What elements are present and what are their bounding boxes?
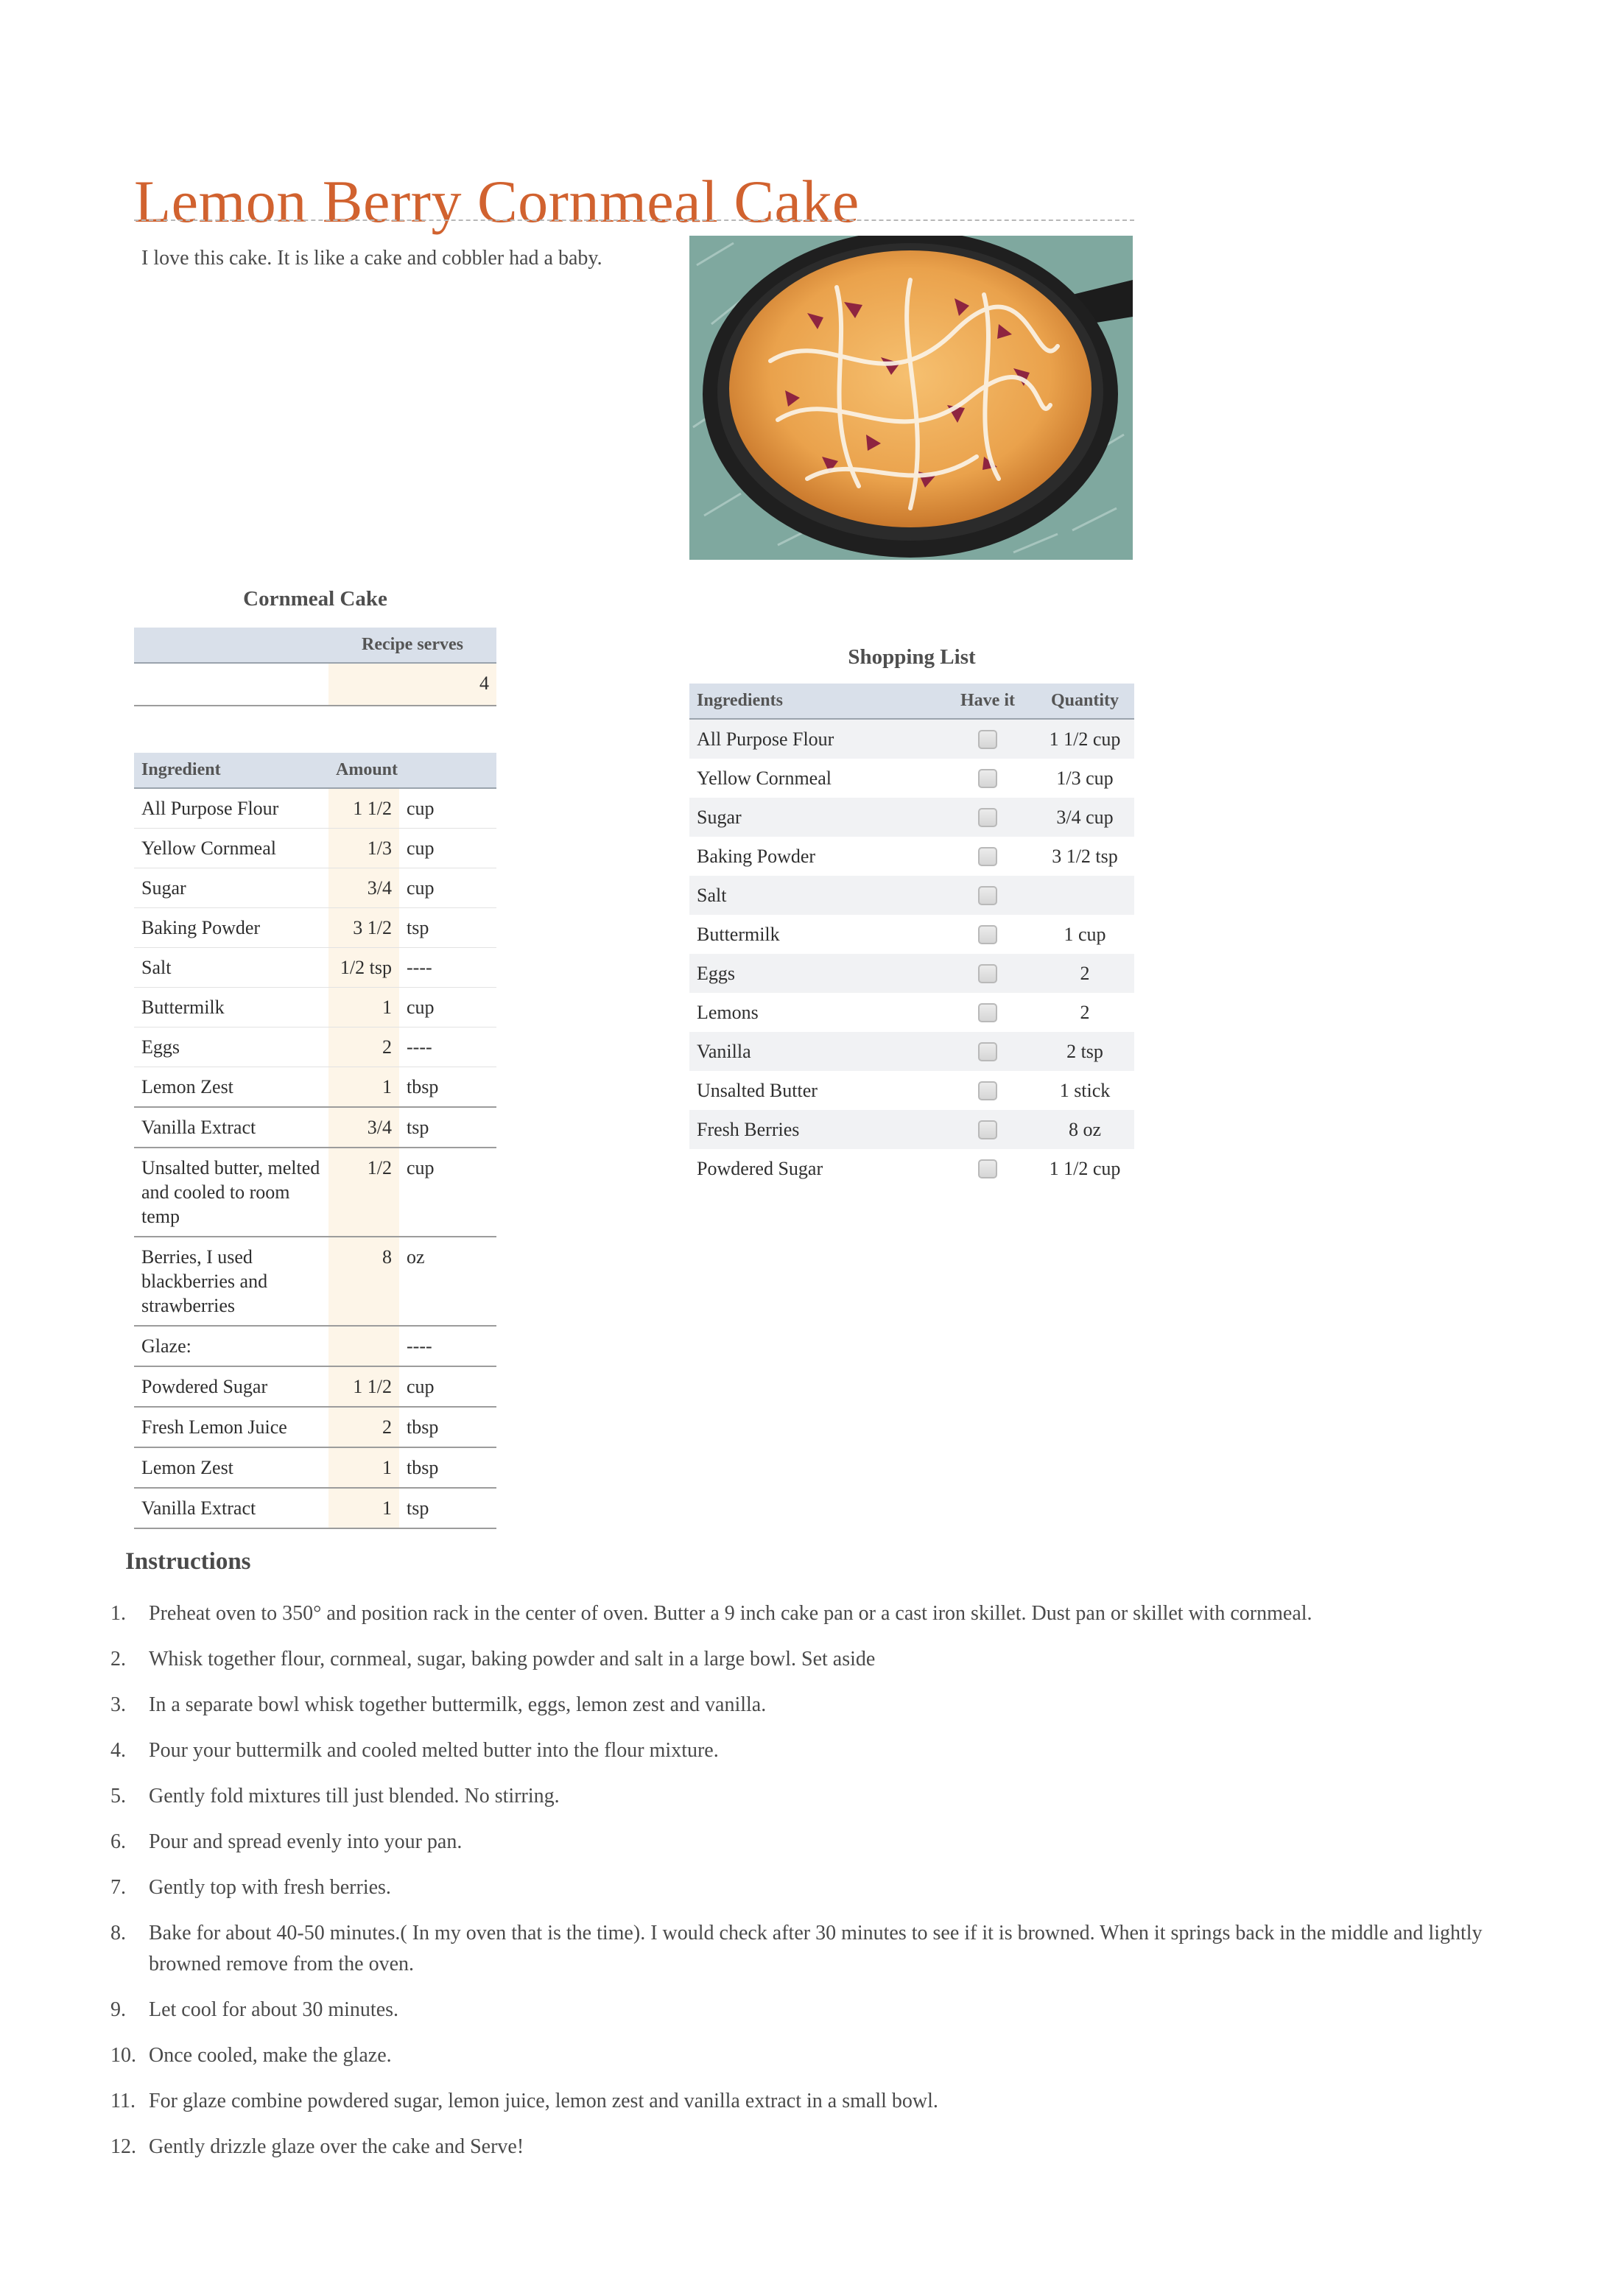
shopping-item-qty: 1 1/2 cup <box>1049 728 1121 750</box>
ingredient-row <box>134 789 496 829</box>
ingredient-name: Vanilla Extract <box>141 1497 256 1519</box>
ingredient-amount[interactable]: 1/2 <box>328 1148 399 1236</box>
ingredient-row <box>134 1027 496 1067</box>
ingredient-row <box>134 1327 496 1367</box>
instruction-step <box>110 2132 1510 2163</box>
have-it-checkbox[interactable] <box>978 847 997 866</box>
shopping-item-name: Powdered Sugar <box>697 1157 823 1179</box>
shopping-item-qty: 3/4 cup <box>1056 806 1114 828</box>
ingredient-name: Baking Powder <box>141 917 261 938</box>
ingredient-name: Vanilla Extract <box>141 1117 256 1138</box>
ingredient-row <box>134 1367 496 1408</box>
have-it-cell <box>940 1120 1036 1139</box>
recipe-heading: Cornmeal Cake <box>243 587 387 611</box>
instruction-step <box>110 1995 1510 2026</box>
title-divider <box>134 219 1134 221</box>
shopping-item-qty: 2 tsp <box>1066 1040 1103 1062</box>
col-amount: Amount <box>336 760 398 779</box>
shopping-item-qty: 2 <box>1080 1001 1090 1023</box>
shopping-item-qty: 1 1/2 cup <box>1049 1157 1121 1179</box>
shopping-row <box>689 759 1134 798</box>
ingredient-unit: cup <box>407 1157 435 1178</box>
ingredient-amount[interactable]: 2 <box>328 1408 399 1447</box>
step-number: 7. <box>110 1876 126 1899</box>
shopping-row <box>689 1110 1134 1149</box>
instructions-heading: Instructions <box>125 1548 251 1575</box>
ingredient-amount[interactable]: 1 <box>328 988 399 1027</box>
have-it-cell <box>940 1159 1036 1178</box>
ingredient-row <box>134 1448 496 1489</box>
ingredient-row <box>134 1408 496 1448</box>
page-title: Lemon Berry Cornmeal Cake <box>134 167 860 235</box>
have-it-checkbox[interactable] <box>978 925 997 944</box>
shopping-item-name: Yellow Cornmeal <box>697 767 832 789</box>
have-it-cell <box>940 808 1036 827</box>
step-text: Let cool for about 30 minutes. <box>149 1998 399 2021</box>
ingredient-amount[interactable]: 3 1/2 <box>328 908 399 947</box>
ingredient-row <box>134 1237 496 1327</box>
shopping-row <box>689 876 1134 915</box>
step-text: Whisk together flour, cornmeal, sugar, baking powder and salt in a large bowl. Set aside <box>149 1648 876 1671</box>
instruction-step <box>110 1735 1510 1766</box>
serves-value-row <box>134 664 496 706</box>
ingredient-name: All Purpose Flour <box>141 798 279 819</box>
step-text: Pour and spread evenly into your pan. <box>149 1830 463 1853</box>
ingredient-unit: cup <box>407 1376 435 1397</box>
step-number: 5. <box>110 1785 126 1808</box>
ingredient-unit: ---- <box>407 1036 432 1058</box>
ingredient-unit: cup <box>407 997 435 1018</box>
ingredient-row <box>134 829 496 868</box>
step-number: 8. <box>110 1922 126 1945</box>
ingredient-row <box>134 1067 496 1108</box>
col-ingredients: Ingredients <box>697 691 783 710</box>
ingredient-unit: cup <box>407 877 435 899</box>
shopping-row <box>689 993 1134 1032</box>
ingredient-unit: tbsp <box>407 1416 439 1438</box>
ingredient-name: Yellow Cornmeal <box>141 837 276 859</box>
shopping-row <box>689 1032 1134 1071</box>
ingredient-row <box>134 868 496 908</box>
shopping-item-name: Salt <box>697 884 727 906</box>
shopping-item-qty: 1 stick <box>1059 1079 1111 1101</box>
step-text: For glaze combine powdered sugar, lemon juice, lemon zest and vanilla extract in a small bowl. <box>149 2090 938 2112</box>
instruction-step <box>110 2040 1510 2071</box>
have-it-checkbox[interactable] <box>978 730 997 749</box>
instruction-step <box>110 1598 1510 1629</box>
ingredient-amount[interactable]: 1/2 tsp <box>328 948 399 987</box>
cake-photo <box>689 236 1133 560</box>
have-it-checkbox[interactable] <box>978 1159 997 1178</box>
shopping-item-name: Lemons <box>697 1001 759 1023</box>
have-it-checkbox[interactable] <box>978 1042 997 1061</box>
step-text: In a separate bowl whisk together buttermilk, eggs, lemon zest and vanilla. <box>149 1693 767 1716</box>
shopping-row <box>689 720 1134 759</box>
ingredient-unit: tsp <box>407 1117 429 1138</box>
shopping-item-qty: 2 <box>1080 962 1090 984</box>
ingredient-name: Unsalted butter, melted and cooled to room temp <box>141 1157 320 1227</box>
shopping-item-qty: 3 1/2 tsp <box>1052 845 1118 867</box>
ingredient-name: Lemon Zest <box>141 1457 233 1478</box>
step-number: 1. <box>110 1602 126 1625</box>
instruction-step <box>110 1918 1510 1980</box>
instruction-step <box>110 1781 1510 1812</box>
shopping-row <box>689 954 1134 993</box>
shopping-item-name: Buttermilk <box>697 923 780 945</box>
have-it-cell <box>940 886 1036 905</box>
shopping-row <box>689 798 1134 837</box>
shopping-item-qty: 8 oz <box>1068 1118 1102 1140</box>
shopping-heading: Shopping List <box>848 645 976 669</box>
instruction-step <box>110 1872 1510 1903</box>
have-it-cell <box>940 847 1036 866</box>
ingredient-table <box>134 753 496 1529</box>
serves-label: Recipe serves <box>362 635 463 654</box>
ingredient-amount[interactable]: 8 <box>328 1237 399 1325</box>
ingredient-amount[interactable] <box>328 1327 399 1366</box>
step-number: 10. <box>110 2044 136 2067</box>
shopping-row <box>689 837 1134 876</box>
shopping-row <box>689 915 1134 954</box>
shopping-row <box>689 1071 1134 1110</box>
have-it-checkbox[interactable] <box>978 1003 997 1022</box>
ingredient-amount[interactable]: 2 <box>328 1027 399 1067</box>
instruction-step <box>110 2086 1510 2117</box>
have-it-cell <box>940 964 1036 983</box>
ingredient-unit: tsp <box>407 917 429 938</box>
ingredient-row <box>134 1489 496 1529</box>
step-number: 12. <box>110 2135 136 2158</box>
have-it-cell <box>940 1042 1036 1061</box>
have-it-cell <box>940 1081 1036 1100</box>
col-ingredient: Ingredient <box>141 760 221 779</box>
have-it-cell <box>940 925 1036 944</box>
ingredient-header-row <box>134 753 496 789</box>
ingredient-name: Berries, I used blackberries and strawberries <box>141 1246 268 1316</box>
step-number: 9. <box>110 1998 126 2021</box>
ingredient-row <box>134 1148 496 1237</box>
have-it-checkbox[interactable] <box>978 886 997 905</box>
have-it-cell <box>940 769 1036 788</box>
ingredient-name: Fresh Lemon Juice <box>141 1416 287 1438</box>
ingredient-unit: oz <box>407 1246 425 1268</box>
step-number: 3. <box>110 1693 126 1716</box>
ingredient-amount[interactable]: 1 <box>328 1067 399 1106</box>
serves-value[interactable]: 4 <box>328 664 496 705</box>
instruction-step <box>110 1827 1510 1858</box>
have-it-checkbox[interactable] <box>978 1081 997 1100</box>
ingredient-amount[interactable]: 3/4 <box>328 1108 399 1147</box>
ingredient-unit: tbsp <box>407 1076 439 1097</box>
ingredient-row <box>134 908 496 948</box>
ingredient-unit: tsp <box>407 1497 429 1519</box>
ingredient-amount[interactable]: 1 <box>328 1448 399 1487</box>
ingredient-unit: ---- <box>407 1335 432 1357</box>
shopping-table <box>689 684 1134 1188</box>
col-quantity: Quantity <box>1050 691 1119 710</box>
ingredient-name: Salt <box>141 957 172 978</box>
shopping-item-name: Sugar <box>697 806 742 828</box>
have-it-checkbox[interactable] <box>978 1120 997 1139</box>
step-number: 4. <box>110 1739 126 1762</box>
ingredient-amount[interactable]: 1/3 <box>328 829 399 868</box>
shopping-item-name: Unsalted Butter <box>697 1079 818 1101</box>
instruction-step <box>110 1644 1510 1675</box>
ingredient-name: Glaze: <box>141 1335 191 1357</box>
instruction-step <box>110 1690 1510 1721</box>
shopping-item-qty: 1 cup <box>1064 923 1106 945</box>
have-it-cell <box>940 1003 1036 1022</box>
ingredient-amount[interactable]: 1 <box>328 1489 399 1528</box>
shopping-item-name: Fresh Berries <box>697 1118 800 1140</box>
step-number: 11. <box>110 2090 136 2112</box>
ingredient-amount[interactable]: 1 1/2 <box>328 789 399 828</box>
step-number: 6. <box>110 1830 126 1853</box>
ingredient-amount[interactable]: 1 1/2 <box>328 1367 399 1406</box>
serves-table <box>134 628 496 706</box>
intro-text: I love this cake. It is like a cake and cobbler had a baby. <box>141 247 602 270</box>
step-text: Preheat oven to 350° and position rack in the center of oven. Butter a 9 inch cake pan or a cast iron skillet. Dust pan or skillet with cornmeal. <box>149 1602 1312 1625</box>
shopping-header-row <box>689 684 1134 720</box>
ingredient-amount[interactable]: 3/4 <box>328 868 399 907</box>
shopping-item-name: Vanilla <box>697 1040 751 1062</box>
ingredient-row <box>134 948 496 988</box>
step-text: Gently drizzle glaze over the cake and Serve! <box>149 2135 524 2158</box>
step-text: Gently fold mixtures till just blended. No stirring. <box>149 1785 560 1808</box>
have-it-checkbox[interactable] <box>978 808 997 827</box>
step-text: Pour your buttermilk and cooled melted butter into the flour mixture. <box>149 1739 719 1762</box>
step-text: Once cooled, make the glaze. <box>149 2044 392 2067</box>
ingredient-name: Buttermilk <box>141 997 225 1018</box>
ingredient-name: Sugar <box>141 877 186 899</box>
instruction-list <box>110 1598 1510 2177</box>
shopping-item-qty: 1/3 cup <box>1056 767 1114 789</box>
step-number: 2. <box>110 1648 126 1671</box>
shopping-item-name: Eggs <box>697 962 735 984</box>
have-it-cell <box>940 730 1036 749</box>
ingredient-unit: cup <box>407 798 435 819</box>
ingredient-unit: ---- <box>407 957 432 978</box>
ingredient-unit: cup <box>407 837 435 859</box>
ingredient-name: Powdered Sugar <box>141 1376 268 1397</box>
ingredient-unit: tbsp <box>407 1457 439 1478</box>
have-it-checkbox[interactable] <box>978 964 997 983</box>
shopping-item-name: All Purpose Flour <box>697 728 834 750</box>
col-have-it: Have it <box>960 691 1015 710</box>
ingredient-row <box>134 1108 496 1148</box>
ingredient-name: Eggs <box>141 1036 180 1058</box>
ingredient-name: Lemon Zest <box>141 1076 233 1097</box>
step-text: Gently top with fresh berries. <box>149 1876 391 1899</box>
serves-header-row <box>134 628 496 664</box>
ingredient-row <box>134 988 496 1027</box>
have-it-checkbox[interactable] <box>978 769 997 788</box>
step-text: Bake for about 40-50 minutes.( In my oven that is the time). I would check after 30 minutes to see if it is browned. When it springs back in the middle and lightly browned remove from the oven. <box>149 1922 1483 1975</box>
shopping-row <box>689 1149 1134 1188</box>
shopping-item-name: Baking Powder <box>697 845 816 867</box>
